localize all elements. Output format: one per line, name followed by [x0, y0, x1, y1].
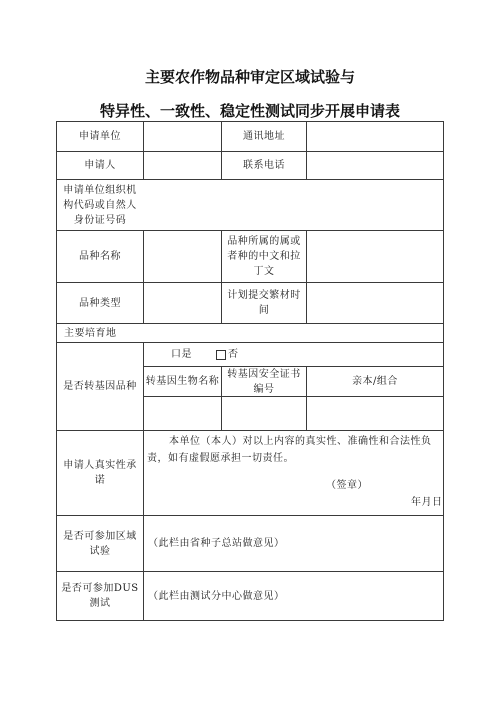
variety-type-label: 品种类型	[79, 297, 121, 309]
signature-label: （签章）	[326, 480, 368, 491]
no-option[interactable]	[216, 343, 256, 366]
submit-time-label: 计划提交繁材时间	[227, 290, 301, 316]
address-label: 通讯地址	[243, 131, 285, 142]
org-code-field[interactable]	[144, 180, 443, 230]
no-checkbox[interactable]	[216, 350, 226, 360]
safety-cert-label: 转基因安全证书编号	[227, 368, 301, 395]
gm-organism-field[interactable]	[144, 397, 221, 430]
applicant-unit-label: 申请单位	[79, 131, 121, 142]
table-border-bottom	[56, 620, 444, 621]
yes-option[interactable]: 口是	[171, 349, 192, 360]
form-title-line1: 主要农作物品种审定区域试验与	[144, 68, 355, 86]
breeding-place-label: 主要培育地	[64, 327, 117, 339]
truth-commitment-label: 申请人真实性承诺	[63, 460, 137, 486]
date-label: 年月日	[411, 497, 443, 508]
applicant-label: 申请人	[84, 160, 116, 171]
form-title-line2: 特异性、一致性、稳定性测试同步开展申请表	[99, 102, 400, 120]
regional-trial-note[interactable]: （此栏由省种子总站做意见）	[148, 538, 285, 549]
safety-cert-field[interactable]	[222, 397, 306, 430]
parent-combo-label: 亲本/组合	[352, 376, 398, 387]
org-code-label: 申请单位组织机构代码或自然人身份证号码	[63, 184, 137, 226]
gm-organism-label: 转基因生物名称	[145, 376, 220, 387]
no-option-label: 否	[228, 349, 239, 360]
genus-label: 品种所属的属或者种的中文和拉丁文	[227, 236, 301, 277]
phone-label: 联系电话	[243, 160, 285, 171]
commitment-text: 本单位（本人）对以上内容的真实性、准确性和合法性负责，如有虚假愿承担一切责任。	[147, 436, 432, 464]
dus-test-note[interactable]: （此栏由测试分中心做意见）	[148, 590, 285, 602]
address-field[interactable]	[307, 122, 443, 151]
variety-type-field[interactable]	[144, 283, 221, 323]
applicant-field[interactable]	[144, 152, 221, 179]
parent-combo-field[interactable]	[307, 397, 443, 430]
column-divider	[221, 230, 222, 324]
applicant-unit-field[interactable]	[144, 122, 221, 151]
table-border-right	[443, 121, 444, 621]
variety-name-label: 品种名称	[79, 251, 121, 262]
application-form-table	[56, 121, 444, 621]
genus-field[interactable]	[307, 231, 443, 282]
dus-test-label: 是否可参加DUS测试	[61, 583, 139, 609]
regional-trial-label: 是否可参加区域试验	[63, 530, 137, 557]
phone-field[interactable]	[307, 152, 443, 179]
submit-time-field[interactable]	[307, 283, 443, 323]
gmo-label: 是否转基因品种	[63, 381, 137, 392]
variety-name-field[interactable]	[144, 231, 221, 282]
